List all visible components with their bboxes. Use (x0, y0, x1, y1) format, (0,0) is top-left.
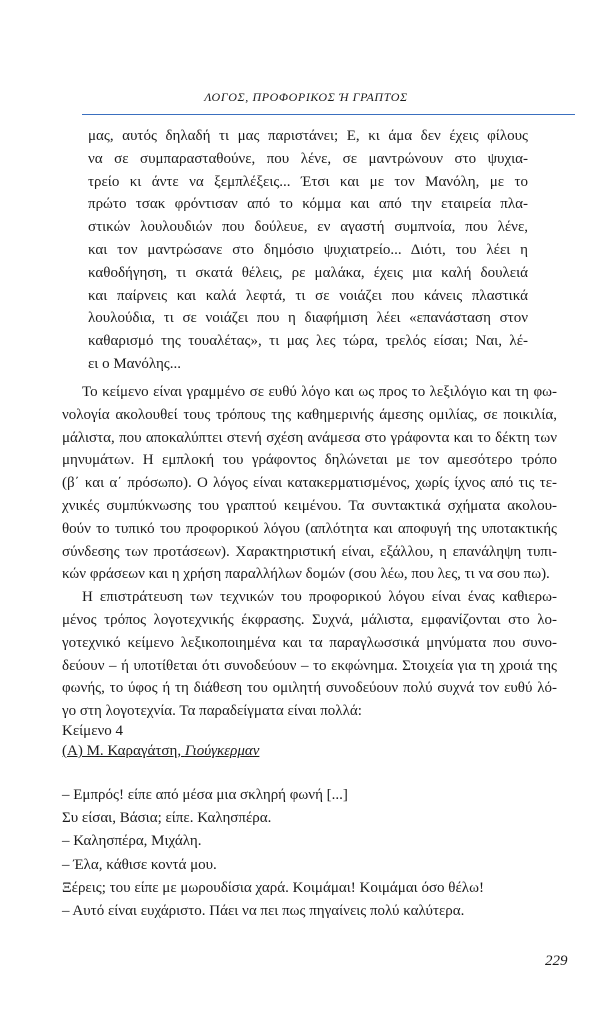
source-title: Γιούγκερμαν (184, 743, 260, 759)
paragraph-line: μένος τρόπος λογοτεχνικής έκφρασης. Συχνά, μάλιστα, εμφανίζονται στο λο- (62, 611, 557, 628)
quote-line: καθοδήγηση, τι σκατά θέλεις, ρε μαλάκα, έχεις μια καλή δουλειά (88, 264, 528, 281)
dialogue-line: Ξέρεις; του είπε με μωρουδίσια χαρά. Κοιμάμαι! Κοιμάμαι όσο θέλω! (62, 879, 484, 896)
quote-line: καθαρισμό της τουαλέτας», τι μας λες τώρα, τρελός είσαι; Ναι, λέ- (88, 333, 528, 350)
text-label: Κείμενο 4 (62, 723, 124, 739)
paragraph-line: χνικές συμπύκνωσης του γραπτού κειμένου. Τα συντακτικά σχήματα ακολου- (62, 497, 557, 514)
paragraph-line: Η επιστράτευση των τεχνικών του προφορικού λόγου είναι ένας καθιερω- (82, 589, 557, 606)
dialogue-excerpt (62, 784, 557, 923)
dialogue-line: Συ είσαι, Βάσια; είπε. Καλησπέρα. (62, 810, 272, 827)
paragraph-line: (β΄ και α΄ πρόσωπο). Ο λόγος είναι κατακερματισμένος, χωρίς ίχνος από τις τε- (62, 475, 557, 492)
running-header: ΛΟΓΟΣ, ΠΡΟΦΟΡΙΚΟΣ Ή ΓΡΑΠΤΟΣ (204, 90, 408, 104)
quote-line: και παίρνεις και καλά λεφτά, τι σε νοιάζει που κάνεις πλαστικά (88, 287, 528, 304)
paragraph-line: φωνής, το ύφος ή τη διάθεση του ομιλητή συνοδεύουν πολύ συχνά τον ευθύ λό- (62, 680, 557, 697)
paragraph-line: μάλιστα, που αποκαλύπτει στενή σχέση ανάμεσα στο γράφοντα και το δέκτη των (62, 429, 557, 446)
header-rule (82, 114, 575, 115)
quote-line: πρώτο τσακ φρόντισαν από το κόμμα και από την εταιρεία πλα- (88, 196, 528, 213)
paragraph-line: νολογία ακολουθεί τους τρόπους της καθημερινής άμεσης ομιλίας, σε ποικιλία, (62, 406, 557, 423)
paragraph-line: γοτεχνικό κείμενο λεξικοποιημένα και τα παραγλωσσικά μηνύματα που συνο- (62, 634, 557, 651)
quote-line: μας, αυτός δηλαδή τι μας παριστάνει; Ε, κι άμα δεν έχεις φίλους (88, 128, 528, 144)
block-quote (88, 125, 528, 376)
paragraph-line: θούν το τυπικό του προφορικού λόγου (απλότητα και αποφυγή της υποτακτικής (62, 520, 557, 537)
page-number: 229 (545, 953, 568, 969)
body-paragraphs (62, 381, 557, 723)
quote-line: ει ο Μανόλης... (88, 355, 181, 372)
source-citation (62, 740, 259, 762)
quote-line: να σε συμπαρασταθούνε, που λένε, σε μαντρώνουν στο ψυχια- (88, 150, 528, 167)
dialogue-line: – Εμπρός! είπε από μέσα μια σκληρή φωνή [...] (62, 787, 348, 803)
paragraph-line: Το κείμενο είναι γραμμένο σε ευθύ λόγο και ως προς το λεξιλόγιο και τη φω- (82, 384, 557, 400)
quote-line: και τον μαντρώσανε στο δημόσιο ψυχιατρείο... Διότι, του λέει η (88, 241, 528, 258)
dialogue-line: – Καλησπέρα, Μιχάλη. (62, 833, 202, 850)
quote-line: τρείο κι άντε να ξεμπλέξεις... Έτσι και με τον Μανόλη, με το (88, 173, 528, 190)
paragraph-line: κών φράσεων και η χρήση παραλλήλων δομών (σου λέω, που λες, τι να σου πω). (62, 566, 550, 583)
paragraph-line: σύνδεσης των προτάσεων). Χαρακτηριστική είναι, εξάλλου, η επανάληψη τυπι- (62, 543, 557, 560)
quote-line: λουλούδια, τι σε νοιάζει που η διαφήμιση λέει «επανάσταση στον (88, 310, 528, 327)
dialogue-line: – Έλα, κάθισε κοντά μου. (62, 856, 217, 873)
source-author: (Α) Μ. Καραγάτση, (62, 743, 185, 759)
paragraph-line: μηνυμάτων. Η εμπλοκή του γράφοντος δηλώνεται με τον αμεσότερο τρόπο (62, 452, 557, 469)
paragraph-line: δεύουν – ή υποτίθεται ότι συνοδεύουν – το εκφώνημα. Στοιχεία για τη χροιά της (62, 657, 557, 674)
paragraph-line: γο στη λογοτεχνία. Τα παραδείγματα είναι πολλά: (62, 703, 362, 720)
dialogue-line: – Αυτό είναι ευχάριστο. Πάει να πει πως πηγαίνεις πολύ καλύτερα. (62, 903, 465, 920)
quote-line: στικών λουλουδιών που δούλευε, εν αγαστή συμπνοία, που λένε, (88, 219, 528, 236)
